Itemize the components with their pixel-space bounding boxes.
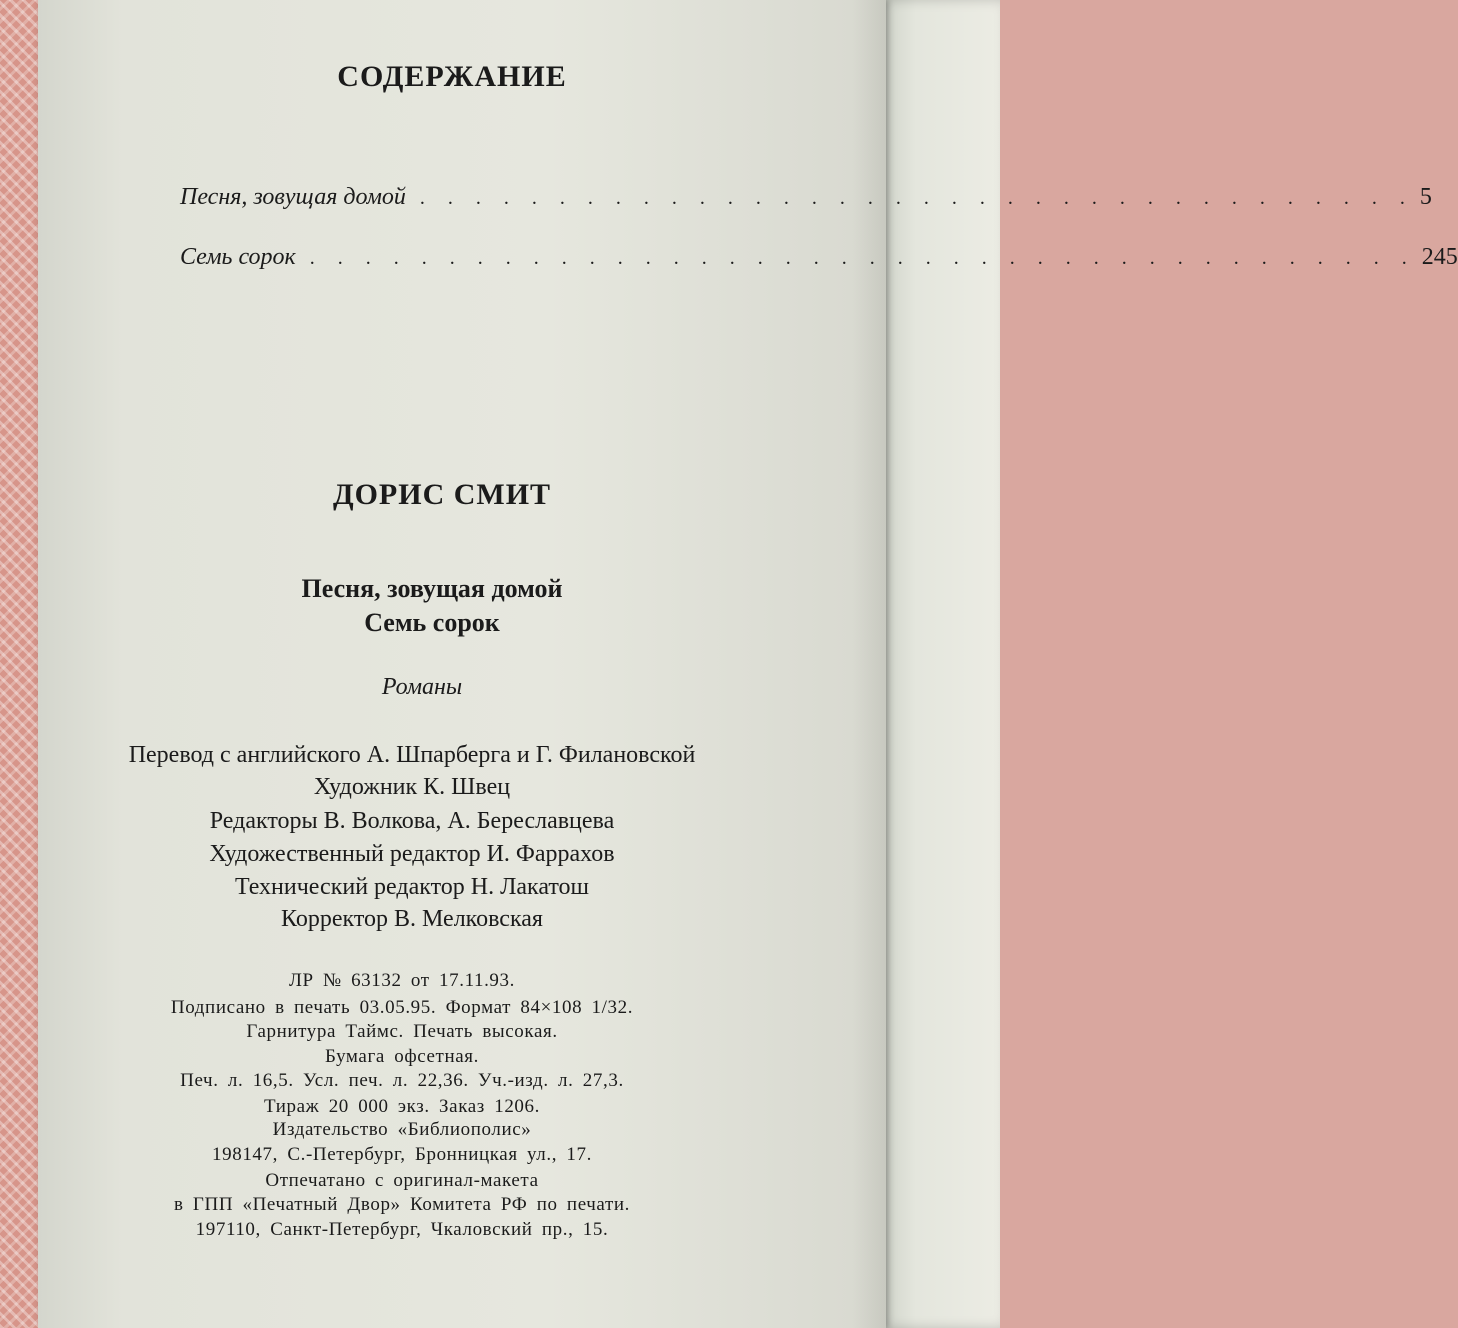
credit-line: Корректор В. Мелковская — [281, 906, 543, 932]
toc-entry-title: Семь сорок — [180, 244, 296, 270]
book-title: Семь сорок — [364, 608, 500, 637]
imprint-line: Печ. л. 16,5. Усл. печ. л. 22,36. Уч.-изд. л. 27,3. — [180, 1070, 624, 1091]
imprint-line: Отпечатано с оригинал-макета — [265, 1170, 539, 1191]
imprint-line: 198147, С.-Петербург, Бронницкая ул., 17. — [212, 1144, 592, 1165]
toc-leader-dots: . . . . . . . . . . . . . . . . . . . . . . . . . . . . . . . . . . . . — [419, 187, 1414, 209]
imprint-line: Подписано в печать 03.05.95. Формат 84×108 1/32. — [170, 997, 634, 1018]
imprint-line: Издательство «Библиополис» — [272, 1119, 532, 1140]
imprint-line: в ГПП «Печатный Двор» Комитета РФ по печати. — [174, 1194, 630, 1215]
contents-heading: СОДЕРЖАНИЕ — [337, 60, 567, 93]
author-name: ДОРИС СМИТ — [332, 478, 552, 511]
toc-leader-dots: . . . . . . . . . . . . . . . . . . . . . . . . . . . . . . . . . . . . . . . . — [309, 247, 1416, 269]
toc-entry — [180, 184, 1432, 220]
imprint-line: Тираж 20 000 экз. Заказ 1206. — [264, 1096, 540, 1117]
imprint-line: 197110, Санкт-Петербург, Чкаловский пр., 15. — [195, 1219, 609, 1240]
toc-entry-title: Песня, зовущая домой — [180, 184, 406, 210]
toc-entry — [180, 244, 1458, 280]
imprint-line: ЛР № 63132 от 17.11.93. — [289, 970, 515, 991]
credit-line: Художественный редактор И. Фаррахов — [209, 841, 615, 867]
credit-line: Перевод с английского А. Шпарберга и Г. Филановской — [128, 742, 696, 768]
book-page — [38, 0, 1458, 1328]
credit-line: Редакторы В. Волкова, А. Береславцева — [209, 808, 615, 834]
toc-entry-page: 5 — [1419, 184, 1432, 210]
toc-entry-page: 245 — [1421, 244, 1458, 270]
credit-line: Художник К. Швец — [313, 774, 511, 800]
credit-line: Технический редактор Н. Лакатош — [234, 874, 590, 900]
imprint-line: Гарнитура Таймс. Печать высокая. — [246, 1021, 558, 1042]
imprint-line: Бумага офсетная. — [325, 1046, 479, 1067]
genre-label: Романы — [381, 674, 463, 700]
book-title: Песня, зовущая домой — [301, 574, 563, 603]
